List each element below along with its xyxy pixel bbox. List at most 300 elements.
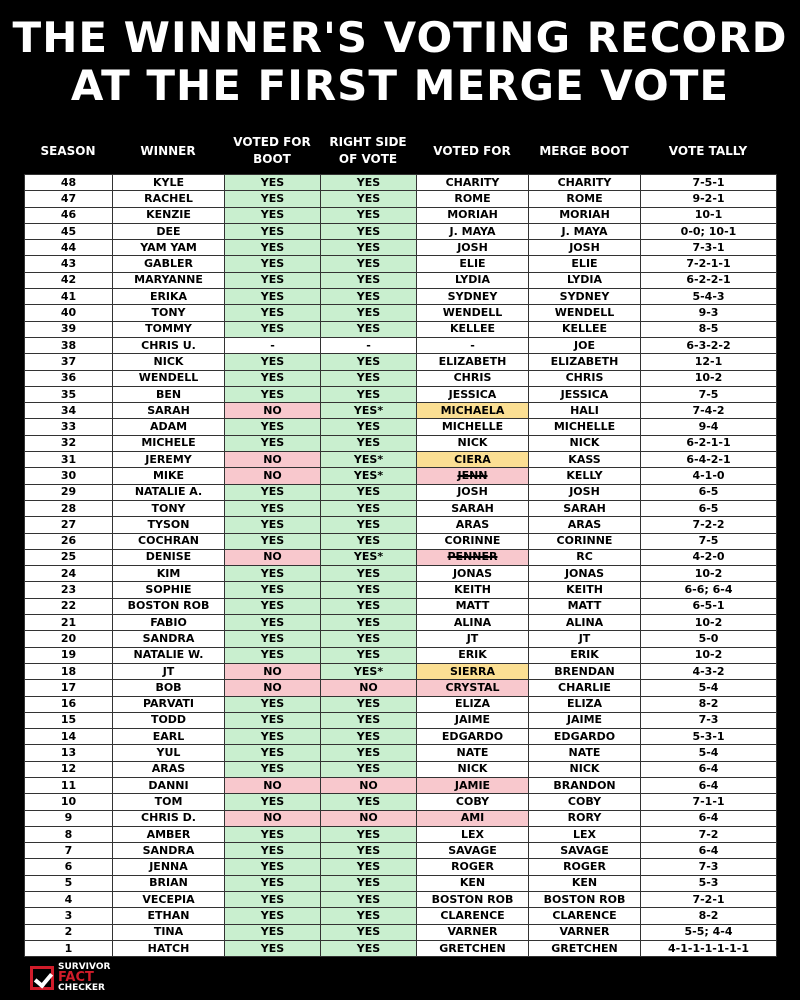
voted-for-boot-cell-text: YES bbox=[260, 289, 285, 303]
voted-for-cell-text: ALINA bbox=[453, 615, 492, 629]
vote-tally-cell-text: 5-0 bbox=[698, 631, 719, 645]
vote-tally-cell bbox=[641, 777, 777, 793]
voted-for-boot-cell bbox=[225, 484, 321, 500]
voted-for-cell-text: JONAS bbox=[452, 566, 493, 580]
winner-cell-text: NATALIE W. bbox=[133, 648, 204, 662]
voted-for-boot-cell bbox=[225, 337, 321, 353]
merge-boot-cell bbox=[529, 696, 641, 712]
voted-for-cell bbox=[417, 207, 529, 223]
season-cell-text: 32 bbox=[60, 436, 77, 450]
voted-for-boot-cell bbox=[225, 403, 321, 419]
vote-tally-cell bbox=[641, 337, 777, 353]
right-side-cell bbox=[321, 305, 417, 321]
merge-boot-cell bbox=[529, 924, 641, 940]
voted-for-cell-text: WENDELL bbox=[442, 306, 503, 320]
winner-cell bbox=[113, 680, 225, 696]
season-cell bbox=[25, 468, 113, 484]
winner-cell-text: TOM bbox=[154, 794, 183, 808]
season-cell-text: 41 bbox=[60, 289, 77, 303]
table-row bbox=[25, 924, 777, 940]
table-row bbox=[25, 207, 777, 223]
vote-tally-cell bbox=[641, 631, 777, 647]
winner-cell bbox=[113, 615, 225, 631]
winner-cell-text: ADAM bbox=[149, 420, 188, 434]
voted-for-cell bbox=[417, 810, 529, 826]
voted-for-boot-cell bbox=[225, 549, 321, 565]
vote-tally-cell-text: 5-3 bbox=[698, 876, 719, 890]
voted-for-boot-cell-text: NO bbox=[263, 550, 282, 564]
table-row bbox=[25, 468, 777, 484]
voted-for-cell bbox=[417, 370, 529, 386]
winner-cell-text: ARAS bbox=[151, 762, 186, 776]
season-cell bbox=[25, 761, 113, 777]
right-side-cell bbox=[321, 256, 417, 272]
season-cell bbox=[25, 859, 113, 875]
season-cell-text: 43 bbox=[60, 257, 77, 271]
voted-for-cell bbox=[417, 745, 529, 761]
right-side-cell bbox=[321, 370, 417, 386]
voted-for-cell bbox=[417, 419, 529, 435]
winner-cell-text: TOMMY bbox=[145, 322, 192, 336]
vote-tally-cell-text: 4-3-2 bbox=[692, 664, 725, 678]
winner-cell bbox=[113, 761, 225, 777]
right-side-cell bbox=[321, 582, 417, 598]
right-side-cell bbox=[321, 386, 417, 402]
season-cell-text: 18 bbox=[60, 664, 77, 678]
right-side-cell bbox=[321, 175, 417, 191]
voted-for-cell bbox=[417, 468, 529, 484]
merge-boot-cell-text: JAIME bbox=[566, 713, 603, 727]
season-cell-text: 30 bbox=[60, 468, 77, 482]
merge-boot-cell-text: LEX bbox=[572, 827, 596, 841]
right-side-cell bbox=[321, 892, 417, 908]
right-side-cell bbox=[321, 794, 417, 810]
winner-cell-text: BRIAN bbox=[149, 876, 188, 890]
season-cell bbox=[25, 745, 113, 761]
season-cell bbox=[25, 517, 113, 533]
title-line-2: AT THE FIRST MERGE VOTE bbox=[70, 61, 730, 110]
voted-for-cell-text: CHARITY bbox=[445, 175, 500, 189]
right-side-cell-text: YES bbox=[356, 322, 381, 336]
right-side-cell bbox=[321, 908, 417, 924]
winner-cell bbox=[113, 729, 225, 745]
voted-for-cell bbox=[417, 647, 529, 663]
vote-tally-cell bbox=[641, 191, 777, 207]
winner-cell bbox=[113, 533, 225, 549]
vote-tally-cell bbox=[641, 354, 777, 370]
merge-boot-cell-text: ELIZA bbox=[566, 697, 603, 711]
season-cell-text: 37 bbox=[60, 354, 77, 368]
voted-for-boot-cell-text: NO bbox=[263, 664, 282, 678]
winner-cell bbox=[113, 663, 225, 679]
header-winner: WINNER bbox=[140, 143, 196, 158]
table-row bbox=[25, 419, 777, 435]
winner-cell bbox=[113, 647, 225, 663]
winner-cell bbox=[113, 777, 225, 793]
vote-tally-cell bbox=[641, 826, 777, 842]
season-cell-text: 19 bbox=[60, 648, 77, 662]
vote-tally-cell-text: 9-4 bbox=[698, 420, 719, 434]
season-cell bbox=[25, 419, 113, 435]
merge-boot-cell-text: NICK bbox=[569, 436, 600, 450]
merge-boot-cell-text: JOE bbox=[574, 338, 595, 352]
voted-for-cell-text: GRETCHEN bbox=[439, 941, 506, 955]
voted-for-cell bbox=[417, 240, 529, 256]
merge-boot-cell bbox=[529, 305, 641, 321]
voted-for-cell bbox=[417, 223, 529, 239]
voted-for-boot-cell-text: YES bbox=[260, 909, 285, 922]
voted-for-boot-cell-text: YES bbox=[260, 273, 285, 287]
season-cell-text: 36 bbox=[60, 371, 77, 385]
season-cell-text: 42 bbox=[60, 273, 77, 287]
voted-for-boot-cell-text: NO bbox=[263, 680, 282, 694]
merge-boot-cell bbox=[529, 598, 641, 614]
vote-tally-cell-text: 4-2-0 bbox=[692, 550, 725, 564]
season-cell bbox=[25, 582, 113, 598]
winner-cell bbox=[113, 892, 225, 908]
merge-boot-cell-text: BRANDON bbox=[553, 778, 616, 792]
winner-cell-text: DANNI bbox=[148, 778, 189, 792]
merge-boot-cell bbox=[529, 582, 641, 598]
header-voted-for-boot: VOTED FOR BOOT bbox=[233, 135, 311, 166]
season-cell bbox=[25, 810, 113, 826]
merge-boot-cell-text: ELIE bbox=[571, 257, 598, 271]
winner-cell-text: KENZIE bbox=[146, 208, 191, 222]
table-row bbox=[25, 386, 777, 402]
right-side-cell bbox=[321, 761, 417, 777]
right-side-cell-text: YES* bbox=[353, 664, 384, 678]
voted-for-cell-text: CLARENCE bbox=[440, 909, 505, 922]
merge-boot-cell bbox=[529, 354, 641, 370]
voted-for-boot-cell-text: YES bbox=[260, 729, 285, 743]
voted-for-cell-text: MORIAH bbox=[447, 208, 498, 222]
voted-for-cell bbox=[417, 321, 529, 337]
voted-for-cell-text: CRYSTAL bbox=[445, 680, 500, 694]
vote-tally-cell-text: 6-4 bbox=[698, 811, 719, 825]
vote-tally-cell-text: 7-3 bbox=[698, 860, 719, 874]
right-side-cell-text: YES bbox=[356, 876, 381, 890]
vote-tally-cell-text: 5-4 bbox=[698, 746, 719, 760]
vote-tally-cell bbox=[641, 729, 777, 745]
voted-for-boot-cell bbox=[225, 843, 321, 859]
right-side-cell bbox=[321, 843, 417, 859]
winner-cell bbox=[113, 631, 225, 647]
season-cell bbox=[25, 484, 113, 500]
vote-tally-cell-text: 4-1-1-1-1-1-1 bbox=[668, 941, 749, 955]
winner-cell bbox=[113, 272, 225, 288]
season-cell-text: 8 bbox=[64, 827, 73, 841]
vote-tally-cell-text: 7-2 bbox=[698, 827, 719, 841]
table-row bbox=[25, 745, 777, 761]
table-row bbox=[25, 712, 777, 728]
vote-tally-cell-text: 7-1-1 bbox=[692, 794, 725, 808]
table-row bbox=[25, 452, 777, 468]
table-row bbox=[25, 680, 777, 696]
right-side-cell bbox=[321, 517, 417, 533]
table-row bbox=[25, 549, 777, 565]
voted-for-boot-cell-text: YES bbox=[260, 713, 285, 727]
merge-boot-cell bbox=[529, 256, 641, 272]
season-cell bbox=[25, 386, 113, 402]
season-cell bbox=[25, 337, 113, 353]
voted-for-cell-text: MATT bbox=[455, 599, 490, 613]
vote-tally-cell-text: 9-3 bbox=[698, 306, 719, 320]
winner-cell bbox=[113, 452, 225, 468]
voted-for-boot-cell-text: YES bbox=[260, 387, 285, 401]
table-row bbox=[25, 566, 777, 582]
right-side-cell bbox=[321, 810, 417, 826]
voted-for-boot-cell bbox=[225, 452, 321, 468]
season-cell bbox=[25, 843, 113, 859]
voted-for-cell bbox=[417, 566, 529, 582]
voted-for-cell-text: KEN bbox=[459, 876, 486, 890]
right-side-cell bbox=[321, 647, 417, 663]
merge-boot-cell-text: JESSICA bbox=[560, 387, 609, 401]
winner-cell bbox=[113, 500, 225, 516]
season-cell bbox=[25, 452, 113, 468]
right-side-cell-text: YES bbox=[356, 827, 381, 841]
season-cell-text: 28 bbox=[60, 501, 77, 515]
voted-for-cell-text: - bbox=[470, 338, 475, 352]
right-side-cell bbox=[321, 354, 417, 370]
right-side-cell bbox=[321, 240, 417, 256]
merge-boot-cell-text: ROME bbox=[566, 191, 603, 205]
voted-for-boot-cell-text: YES bbox=[260, 599, 285, 613]
right-side-cell-text: NO bbox=[359, 778, 378, 792]
voted-for-boot-cell-text: YES bbox=[260, 876, 285, 890]
season-cell bbox=[25, 500, 113, 516]
voted-for-cell-text: AMI bbox=[460, 811, 485, 825]
season-cell bbox=[25, 305, 113, 321]
merge-boot-cell-text: KEITH bbox=[566, 583, 603, 597]
vote-tally-cell-text: 7-3-1 bbox=[692, 240, 725, 254]
right-side-cell bbox=[321, 191, 417, 207]
table-row bbox=[25, 843, 777, 859]
season-cell-text: 14 bbox=[60, 729, 77, 743]
merge-boot-cell-text: JOSH bbox=[569, 240, 600, 254]
right-side-cell-text: YES bbox=[356, 566, 381, 580]
vote-tally-cell-text: 6-6; 6-4 bbox=[684, 583, 733, 597]
voted-for-boot-cell-text: YES bbox=[260, 208, 285, 222]
season-cell-text: 11 bbox=[60, 778, 77, 792]
winner-cell bbox=[113, 354, 225, 370]
right-side-cell-text: YES bbox=[356, 273, 381, 287]
winner-cell-text: CHRIS U. bbox=[141, 338, 196, 352]
voted-for-boot-cell-text: YES bbox=[260, 794, 285, 808]
table-row bbox=[25, 663, 777, 679]
winner-cell-text: VECEPIA bbox=[142, 892, 195, 906]
table-row bbox=[25, 370, 777, 386]
vote-tally-cell-text: 8-5 bbox=[698, 322, 719, 336]
merge-boot-cell bbox=[529, 566, 641, 582]
right-side-cell-text: YES bbox=[356, 794, 381, 808]
voted-for-boot-cell bbox=[225, 745, 321, 761]
right-side-cell-text: NO bbox=[359, 680, 378, 694]
merge-boot-cell-text: EDGARDO bbox=[553, 729, 616, 743]
winner-cell bbox=[113, 484, 225, 500]
season-cell-text: 3 bbox=[64, 909, 73, 922]
right-side-cell bbox=[321, 598, 417, 614]
vote-tally-cell-text: 6-5-1 bbox=[692, 599, 725, 613]
voted-for-cell-text: SIERRA bbox=[450, 664, 495, 678]
vote-tally-cell-text: 6-2-1-1 bbox=[686, 436, 731, 450]
voted-for-boot-cell bbox=[225, 419, 321, 435]
voted-for-boot-cell bbox=[225, 256, 321, 272]
vote-tally-cell bbox=[641, 468, 777, 484]
winner-cell-text: NICK bbox=[153, 354, 184, 368]
season-cell bbox=[25, 729, 113, 745]
table-row bbox=[25, 272, 777, 288]
season-cell bbox=[25, 175, 113, 191]
season-cell bbox=[25, 370, 113, 386]
table-row bbox=[25, 940, 777, 956]
voted-for-boot-cell-text: YES bbox=[260, 191, 285, 205]
vote-tally-cell-text: 10-2 bbox=[694, 648, 723, 662]
voted-for-boot-cell bbox=[225, 777, 321, 793]
winner-cell-text: BOB bbox=[155, 680, 182, 694]
right-side-cell bbox=[321, 696, 417, 712]
voted-for-cell bbox=[417, 680, 529, 696]
voted-for-boot-cell bbox=[225, 908, 321, 924]
vote-tally-cell bbox=[641, 386, 777, 402]
voted-for-cell-text: JT bbox=[466, 631, 479, 645]
right-side-cell-text: YES bbox=[356, 648, 381, 662]
voted-for-cell-text: LEX bbox=[460, 827, 484, 841]
voted-for-cell-text: BOSTON ROB bbox=[431, 892, 514, 906]
vote-tally-cell-text: 7-4-2 bbox=[692, 403, 725, 417]
merge-boot-cell bbox=[529, 386, 641, 402]
vote-tally-cell bbox=[641, 696, 777, 712]
season-cell-text: 13 bbox=[60, 746, 77, 760]
voted-for-boot-cell bbox=[225, 207, 321, 223]
voted-for-boot-cell bbox=[225, 191, 321, 207]
winner-cell bbox=[113, 256, 225, 272]
merge-boot-cell bbox=[529, 729, 641, 745]
season-cell bbox=[25, 598, 113, 614]
winner-cell-text: SOPHIE bbox=[145, 583, 192, 597]
merge-boot-cell-text: J. MAYA bbox=[561, 224, 608, 238]
season-cell bbox=[25, 240, 113, 256]
season-cell bbox=[25, 680, 113, 696]
right-side-cell-text: YES bbox=[356, 941, 381, 955]
voted-for-boot-cell bbox=[225, 761, 321, 777]
right-side-cell bbox=[321, 337, 417, 353]
voted-for-boot-cell bbox=[225, 175, 321, 191]
table-row bbox=[25, 533, 777, 549]
winner-cell bbox=[113, 403, 225, 419]
vote-tally-cell bbox=[641, 924, 777, 940]
vote-tally-cell bbox=[641, 223, 777, 239]
vote-tally-cell bbox=[641, 435, 777, 451]
right-side-cell bbox=[321, 826, 417, 842]
season-cell-text: 12 bbox=[60, 762, 77, 776]
season-cell-text: 9 bbox=[64, 811, 73, 825]
season-cell-text: 26 bbox=[60, 534, 77, 548]
merge-boot-cell bbox=[529, 761, 641, 777]
right-side-cell bbox=[321, 663, 417, 679]
season-cell-text: 7 bbox=[64, 843, 73, 857]
survivor-fact-checker-logo bbox=[30, 962, 110, 994]
season-cell bbox=[25, 696, 113, 712]
voted-for-cell bbox=[417, 794, 529, 810]
vote-tally-cell-text: 8-2 bbox=[698, 909, 719, 922]
vote-tally-cell-text: 6-4 bbox=[698, 762, 719, 776]
voted-for-cell-text: NICK bbox=[457, 436, 488, 450]
season-cell bbox=[25, 892, 113, 908]
season-cell-text: 6 bbox=[64, 860, 73, 874]
voted-for-boot-cell-text: YES bbox=[260, 224, 285, 238]
right-side-cell bbox=[321, 777, 417, 793]
right-side-cell-text: YES* bbox=[353, 452, 384, 466]
voted-for-cell-text: LYDIA bbox=[455, 273, 490, 287]
vote-tally-cell-text: 12-1 bbox=[694, 354, 723, 368]
vote-tally-cell-text: 6-4 bbox=[698, 778, 719, 792]
voted-for-cell bbox=[417, 875, 529, 891]
merge-boot-cell bbox=[529, 615, 641, 631]
winner-cell-text: JEREMY bbox=[145, 452, 192, 466]
vote-tally-cell bbox=[641, 240, 777, 256]
vote-tally-cell bbox=[641, 810, 777, 826]
vote-tally-cell-text: 10-2 bbox=[694, 615, 723, 629]
voted-for-cell bbox=[417, 631, 529, 647]
season-cell-text: 34 bbox=[60, 403, 77, 417]
voted-for-boot-cell bbox=[225, 696, 321, 712]
voted-for-boot-cell bbox=[225, 517, 321, 533]
winner-cell-text: MICHELE bbox=[141, 436, 196, 450]
voted-for-cell bbox=[417, 908, 529, 924]
voted-for-cell-text: CIERA bbox=[454, 452, 491, 466]
winner-cell bbox=[113, 337, 225, 353]
right-side-cell-text: YES* bbox=[353, 468, 384, 482]
voted-for-cell-text: ELIZABETH bbox=[438, 354, 507, 368]
winner-cell bbox=[113, 223, 225, 239]
right-side-cell-text: YES bbox=[356, 599, 381, 613]
voted-for-boot-cell bbox=[225, 794, 321, 810]
winner-cell bbox=[113, 517, 225, 533]
voted-for-cell bbox=[417, 859, 529, 875]
table-row bbox=[25, 582, 777, 598]
right-side-cell bbox=[321, 435, 417, 451]
merge-boot-cell bbox=[529, 777, 641, 793]
season-cell-text: 27 bbox=[60, 517, 77, 531]
voted-for-boot-cell-text: YES bbox=[260, 534, 285, 548]
voted-for-cell-text: EDGARDO bbox=[441, 729, 504, 743]
vote-tally-cell-text: 7-2-2 bbox=[692, 517, 725, 531]
winner-cell-text: WENDELL bbox=[138, 371, 199, 385]
voted-for-cell-text: JOSH bbox=[457, 240, 488, 254]
voted-for-boot-cell-text: YES bbox=[260, 615, 285, 629]
table-row bbox=[25, 175, 777, 191]
vote-tally-cell bbox=[641, 712, 777, 728]
voted-for-cell bbox=[417, 843, 529, 859]
voted-for-cell bbox=[417, 500, 529, 516]
voted-for-boot-cell-text: YES bbox=[260, 257, 285, 271]
season-cell-text: 10 bbox=[60, 794, 77, 808]
winner-cell-text: BOSTON ROB bbox=[127, 599, 210, 613]
voted-for-cell-text: MICHAELA bbox=[440, 403, 505, 417]
season-cell-text: 5 bbox=[64, 876, 73, 890]
vote-tally-cell bbox=[641, 892, 777, 908]
merge-boot-cell bbox=[529, 892, 641, 908]
voted-for-boot-cell bbox=[225, 435, 321, 451]
merge-boot-cell bbox=[529, 272, 641, 288]
voted-for-boot-cell-text: - bbox=[270, 338, 275, 352]
season-cell-text: 1 bbox=[64, 941, 73, 955]
voted-for-cell bbox=[417, 777, 529, 793]
merge-boot-cell bbox=[529, 207, 641, 223]
voted-for-cell bbox=[417, 272, 529, 288]
winner-cell-text: SARAH bbox=[147, 403, 190, 417]
